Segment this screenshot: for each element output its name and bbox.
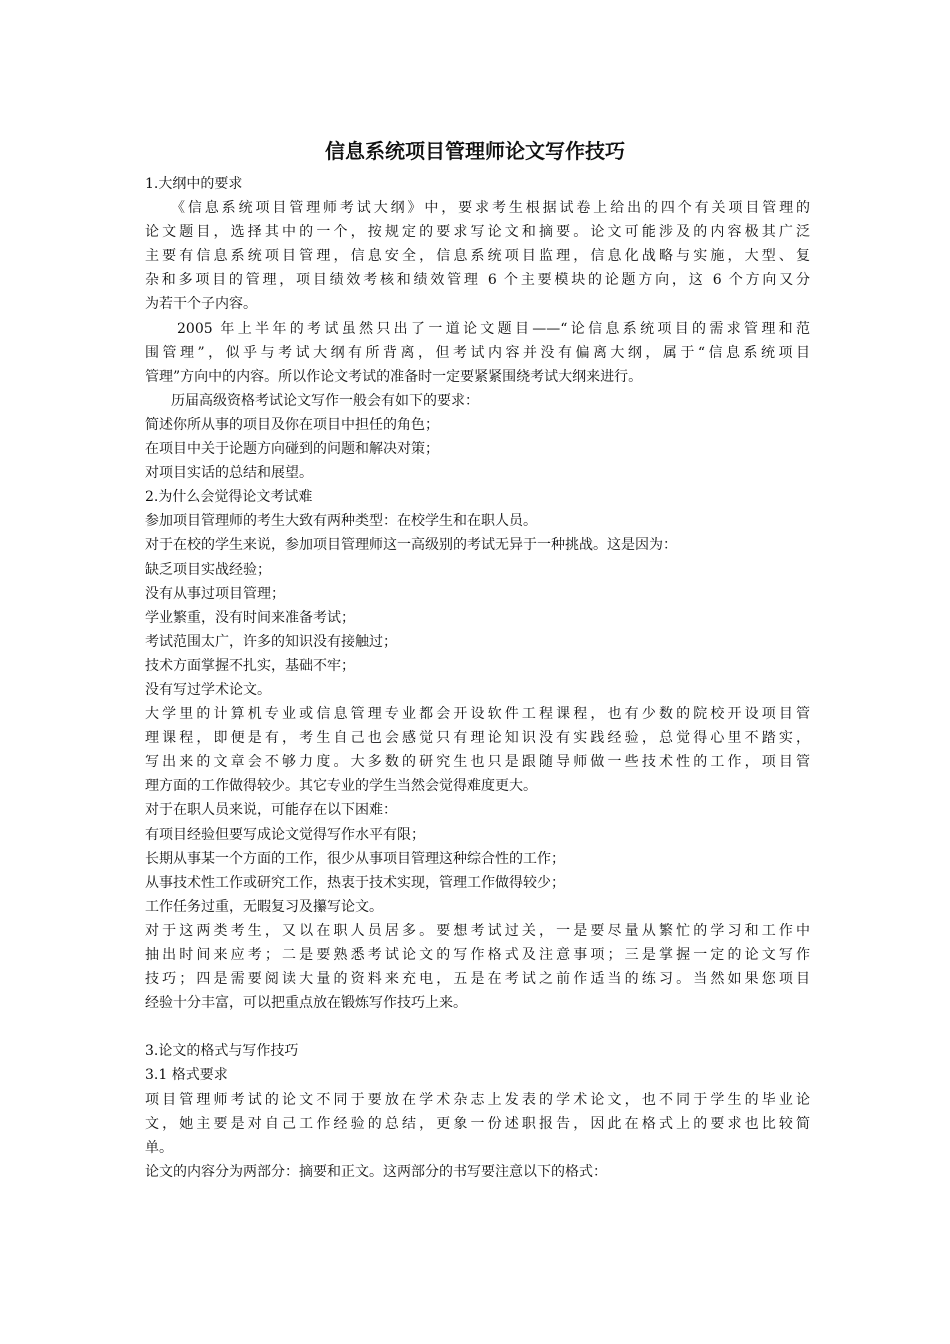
paragraph-line: 项目管理师考试的论文不同于要放在学术杂志上发表的学术论文，也不同于学生的毕业论 bbox=[145, 1091, 810, 1108]
paragraph-line: 《信息系统项目管理师考试大纲》中，要求考生根据试卷上给出的四个有关项目管理的 bbox=[171, 200, 810, 217]
list-item: 没有从事过项目管理； bbox=[145, 585, 285, 602]
section-heading: 2.为什么会觉得论文考试难 bbox=[145, 489, 313, 506]
paragraph-line: 围管理”，似乎与考试大纲有所背离，但考试内容并没有偏离大纲，属于“信息系统项目 bbox=[145, 344, 810, 361]
list-item: 对项目实话的总结和展望。 bbox=[145, 465, 313, 482]
document-title: 信息系统项目管理师论文写作技巧 bbox=[325, 139, 625, 163]
paragraph-line: 理课程，即便是有，考生自己也会感觉只有理论知识没有实践经验，总觉得心里不踏实， bbox=[145, 730, 810, 747]
paragraph-line: 文，她主要是对自己工作经验的总结，更象一份述职报告，因此在格式上的要求也比较简 bbox=[145, 1115, 810, 1132]
list-item: 技术方面掌握不扎实，基础不牢； bbox=[145, 657, 355, 674]
paragraph-line: 杂和多项目的管理，项目绩效考核和绩效管理 6 个主要模块的论题方向，这 6 个方向又分 bbox=[145, 272, 810, 289]
blank-line bbox=[145, 1015, 810, 1039]
list-item: 工作任务过重，无暇复习及攥写论文。 bbox=[145, 898, 383, 915]
list-item: 长期从事某一个方面的工作，很少从事项目管理这种综合性的工作； bbox=[145, 850, 565, 867]
paragraph-line: 对于在校的学生来说，参加项目管理师这一高级别的考试无异于一种挑战。这是因为： bbox=[145, 537, 677, 554]
list-item: 缺乏项目实战经验； bbox=[145, 561, 271, 578]
paragraph-line: 写出来的文章会不够力度。大多数的研究生也只是跟随导师做一些技术性的工作，项目管 bbox=[145, 754, 810, 771]
paragraph-line: 论文的内容分为两部分：摘要和正文。这两部分的书写要注意以下的格式： bbox=[145, 1163, 607, 1180]
section-heading: 1.大纲中的要求 bbox=[145, 176, 243, 192]
paragraph-line: 为若干个子内容。 bbox=[145, 296, 257, 313]
paragraph-line: 对于这两类考生，又以在职人员居多。要想考试过关，一是要尽量从繁忙的学习和工作中 bbox=[145, 922, 810, 939]
list-item: 没有写过学术论文。 bbox=[145, 681, 271, 698]
paragraph-line: 对于在职人员来说，可能存在以下困难： bbox=[145, 802, 397, 819]
paragraph-line: 理方面的工作做得较少。其它专业的学生当然会觉得难度更大。 bbox=[145, 778, 537, 795]
list-item: 学业繁重，没有时间来准备考试； bbox=[145, 609, 355, 626]
paragraph-line: 参加项目管理师的考生大致有两种类型：在校学生和在职人员。 bbox=[145, 513, 537, 530]
paragraph-line: 主要有信息系统项目管理，信息安全，信息系统项目监理，信息化战略与实施，大型、复 bbox=[145, 248, 810, 265]
paragraph-line: 论文题目，选择其中的一个，按规定的要求写论文和摘要。论文可能涉及的内容极其广泛 bbox=[145, 224, 810, 241]
paragraph-line: 技巧；四是需要阅读大量的资料来充电，五是在考试之前作适当的练习。当然如果您项目 bbox=[145, 971, 810, 988]
document-body bbox=[145, 172, 810, 1184]
list-item: 在项目中关于论题方向碰到的问题和解决对策； bbox=[145, 441, 439, 458]
section-heading: 3.论文的格式与写作技巧 bbox=[145, 1043, 299, 1060]
paragraph-line: 历届高级资格考试论文写作一般会有如下的要求： bbox=[171, 392, 479, 409]
paragraph-line: 大学里的计算机专业或信息管理专业都会开设软件工程课程，也有少数的院校开设项目管 bbox=[145, 706, 810, 723]
list-item: 简述你所从事的项目及你在项目中担任的角色； bbox=[145, 416, 439, 433]
paragraph-line: 抽出时间来应考；二是要熟悉考试论文的写作格式及注意事项；三是掌握一定的论文写作 bbox=[145, 947, 810, 963]
list-item: 有项目经验但要写成论文觉得写作水平有限； bbox=[145, 826, 425, 843]
subsection-heading: 3.1 格式要求 bbox=[145, 1067, 228, 1084]
paragraph-line: 经验十分丰富，可以把重点放在锻炼写作技巧上来。 bbox=[145, 995, 467, 1012]
list-item: 从事技术性工作或研究工作，热衷于技术实现，管理工作做得较少； bbox=[145, 874, 565, 891]
paragraph-line: 2005 年上半年的考试虽然只出了一道论文题目——“论信息系统项目的需求管理和范 bbox=[177, 320, 810, 337]
paragraph-line: 单。 bbox=[145, 1139, 173, 1156]
paragraph-line: 管理”方向中的内容。所以作论文考试的准备时一定要紧紧围绕考试大纲来进行。 bbox=[145, 368, 643, 385]
list-item: 考试范围太广，许多的知识没有接触过； bbox=[145, 633, 397, 650]
